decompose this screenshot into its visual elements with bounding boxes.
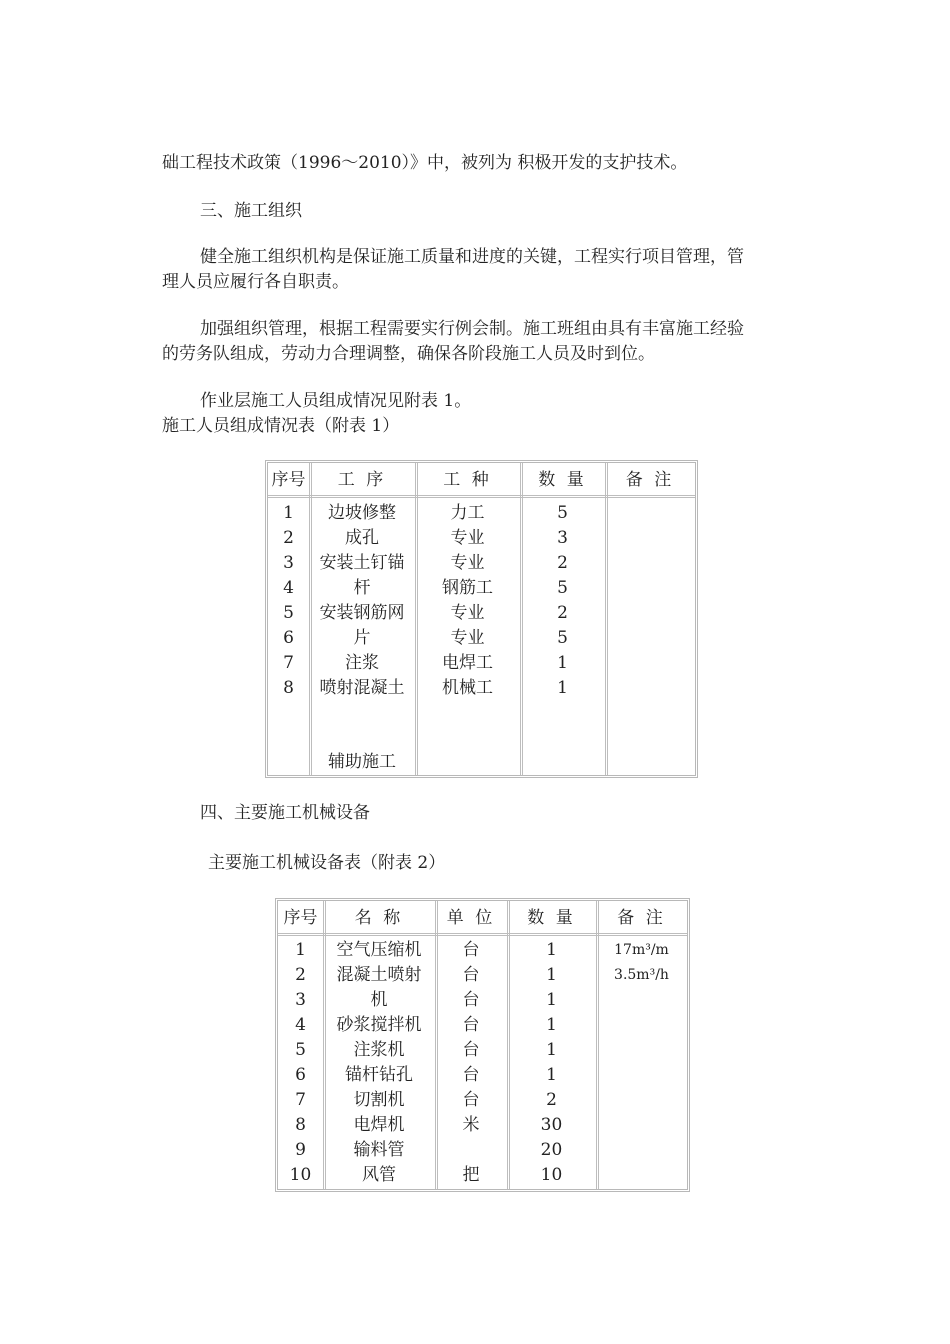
table-1-cell-no: 1 — [283, 503, 294, 523]
table-2-cell-remark: 17m³/m — [614, 942, 669, 958]
table-2-col-unit — [435, 938, 507, 1188]
table-2-header-no: 序号 — [283, 908, 318, 928]
table-1-cell-no: 3 — [283, 553, 294, 573]
table-2-cell-qty: 20 — [540, 1140, 563, 1160]
table-2-cell-unit: 台 — [462, 965, 480, 985]
table-1-cell-no: 5 — [283, 603, 294, 623]
table-2-cell-name: 切割机 — [353, 1090, 405, 1110]
table-2-cell-qty: 1 — [546, 965, 557, 985]
table-2-header-name: 名 称 — [354, 908, 404, 928]
table-2-cell-unit: 台 — [462, 940, 480, 960]
table-2-cell-unit: 台 — [462, 990, 480, 1010]
table-1-cell-qty: 2 — [557, 553, 568, 573]
table-1-header-qty: 数 量 — [538, 470, 587, 490]
table-1-cell-no: 2 — [283, 528, 294, 548]
table-2-cell-no: 1 — [295, 940, 306, 960]
table-2-cell-qty: 1 — [546, 1065, 557, 1085]
table-2-cell-name: 空气压缩机 — [336, 940, 422, 960]
paragraph-2-line-2: 的劳务队组成，劳动力合理调整，确保各阶段施工人员及时到位。 — [162, 344, 655, 364]
table-2-cell-no: 2 — [295, 965, 306, 985]
table-2-cell-unit: 台 — [462, 1040, 480, 1060]
table-2-col-no — [278, 938, 323, 1188]
table-2-cell-remark: 3.5m³/h — [614, 967, 669, 983]
table-1-cell-process: 安装土钉锚 — [319, 553, 405, 573]
table-2-cell-qty: 1 — [546, 1015, 557, 1035]
table-1-cell-qty: 1 — [557, 653, 568, 673]
table-2-cell-qty: 1 — [546, 1040, 557, 1060]
table-1-cell-no: 7 — [283, 653, 294, 673]
table-1-header-no: 序号 — [271, 470, 306, 490]
table-1-header-rule — [268, 495, 695, 498]
table-1-cell-no: 8 — [283, 678, 294, 698]
table-1-header-process: 工 序 — [337, 470, 387, 490]
paragraph-2-line-1: 加强组织管理，根据工程需要实行例会制。施工班组由具有丰富施工经验 — [200, 319, 744, 339]
table-1-col-process — [309, 501, 415, 701]
table-2-cell-no: 6 — [295, 1065, 306, 1085]
table-2-cell-unit: 台 — [462, 1090, 480, 1110]
table-2-header-unit: 单 位 — [446, 908, 496, 928]
table-2-header-remark: 备 注 — [617, 908, 666, 928]
table-2-col-name — [323, 938, 435, 1188]
table-1-cell-qty: 5 — [557, 578, 568, 598]
table-1-col-trade — [415, 501, 520, 701]
table-2-cell-no: 5 — [295, 1040, 306, 1060]
table-1 — [265, 460, 698, 778]
table-1-cell-qty: 5 — [557, 503, 568, 523]
table-1-col-sep — [605, 463, 608, 775]
table-2-cell-name: 注浆机 — [353, 1040, 405, 1060]
table-2-cell-no: 7 — [295, 1090, 306, 1110]
table-2-cell-name: 电焊机 — [353, 1115, 405, 1135]
section-4-title: 四、主要施工机械设备 — [200, 803, 370, 823]
table-1-cell-qty: 3 — [557, 528, 568, 548]
table-2-cell-qty: 1 — [546, 940, 557, 960]
table-1-cell-trade: 专业 — [450, 553, 485, 573]
table-1-cell-process: 成孔 — [345, 528, 379, 548]
table-1-col-no — [268, 501, 309, 701]
table-2-caption: 主要施工机械设备表（附表 2） — [208, 853, 446, 873]
table-2-cell-qty: 10 — [540, 1165, 563, 1185]
table-1-cell-process: 边坡修整 — [328, 503, 396, 523]
table-2-cell-name: 锚杆钻孔 — [345, 1065, 413, 1085]
table-1-cell-no: 4 — [283, 578, 294, 598]
table-2-col-qty — [507, 938, 596, 1188]
paragraph-1-line-1: 健全施工组织机构是保证施工质量和进度的关键，工程实行项目管理，管 — [200, 247, 744, 267]
table-2-cell-no: 8 — [295, 1115, 306, 1135]
table-2-cell-no: 10 — [289, 1165, 312, 1185]
table-1-cell-process: 片 — [353, 628, 371, 648]
table-2-cell-qty: 2 — [546, 1090, 557, 1110]
table-1-header-remark: 备 注 — [625, 470, 675, 490]
table-2-cell-unit: 台 — [462, 1065, 480, 1085]
table-1-col-qty — [520, 501, 605, 701]
table-2 — [275, 898, 690, 1192]
intro-continuation-text: 础工程技术政策（1996～2010）》中，被列为 积极开发的支护技术。 — [162, 153, 688, 173]
table-1-caption: 施工人员组成情况表（附表 1） — [162, 416, 400, 436]
table-1-cell-process: 喷射混凝土 — [319, 678, 405, 698]
table-1-cell-trade: 机械工 — [442, 678, 493, 698]
table-2-cell-name: 混凝土喷射 — [336, 965, 422, 985]
table-2-cell-qty: 1 — [546, 990, 557, 1010]
table-1-cell-qty: 2 — [557, 603, 568, 623]
table-2-cell-unit: 米 — [462, 1115, 480, 1135]
table-2-cell-unit: 台 — [462, 1015, 480, 1035]
table-1-cell-no: 6 — [283, 628, 294, 648]
table-1-cell-qty: 1 — [557, 678, 568, 698]
table-1-cell-trade: 力工 — [450, 503, 485, 523]
table-2-cell-name: 机 — [370, 990, 388, 1010]
table-2-cell-no: 3 — [295, 990, 306, 1010]
table-1-cell-trade: 专业 — [450, 628, 485, 648]
table-2-cell-no: 9 — [295, 1140, 306, 1160]
table-1-header-trade: 工 种 — [443, 470, 492, 490]
table-1-cell-process: 安装钢筋网 — [319, 603, 405, 623]
table-1-cell-process: 注浆 — [345, 653, 379, 673]
table-1-cell-trade: 电焊工 — [442, 653, 493, 673]
table-2-cell-name: 输料管 — [353, 1140, 405, 1160]
table-1-cell-trade: 钢筋工 — [442, 578, 493, 598]
section-3-title: 三、施工组织 — [200, 201, 302, 221]
table-1-process-extra: 辅助施工 — [328, 752, 396, 772]
table-2-cell-name: 砂浆搅拌机 — [336, 1015, 422, 1035]
table-2-col-remark — [596, 938, 687, 988]
table-1-cell-trade: 专业 — [450, 528, 485, 548]
table-2-cell-no: 4 — [295, 1015, 306, 1035]
table-2-header-qty: 数 量 — [527, 908, 576, 928]
table-2-cell-unit — [435, 1138, 507, 1163]
paragraph-3: 作业层施工人员组成情况见附表 1。 — [200, 391, 472, 411]
table-2-cell-unit: 把 — [462, 1165, 480, 1185]
table-1-cell-process: 杆 — [353, 578, 371, 598]
table-1-cell-qty: 5 — [557, 628, 568, 648]
table-1-cell-trade: 专业 — [450, 603, 485, 623]
table-2-header-rule — [278, 933, 687, 936]
table-2-cell-name: 风管 — [362, 1165, 396, 1185]
paragraph-1-line-2: 理人员应履行各自职责。 — [162, 272, 349, 292]
table-2-cell-qty: 30 — [540, 1115, 563, 1135]
